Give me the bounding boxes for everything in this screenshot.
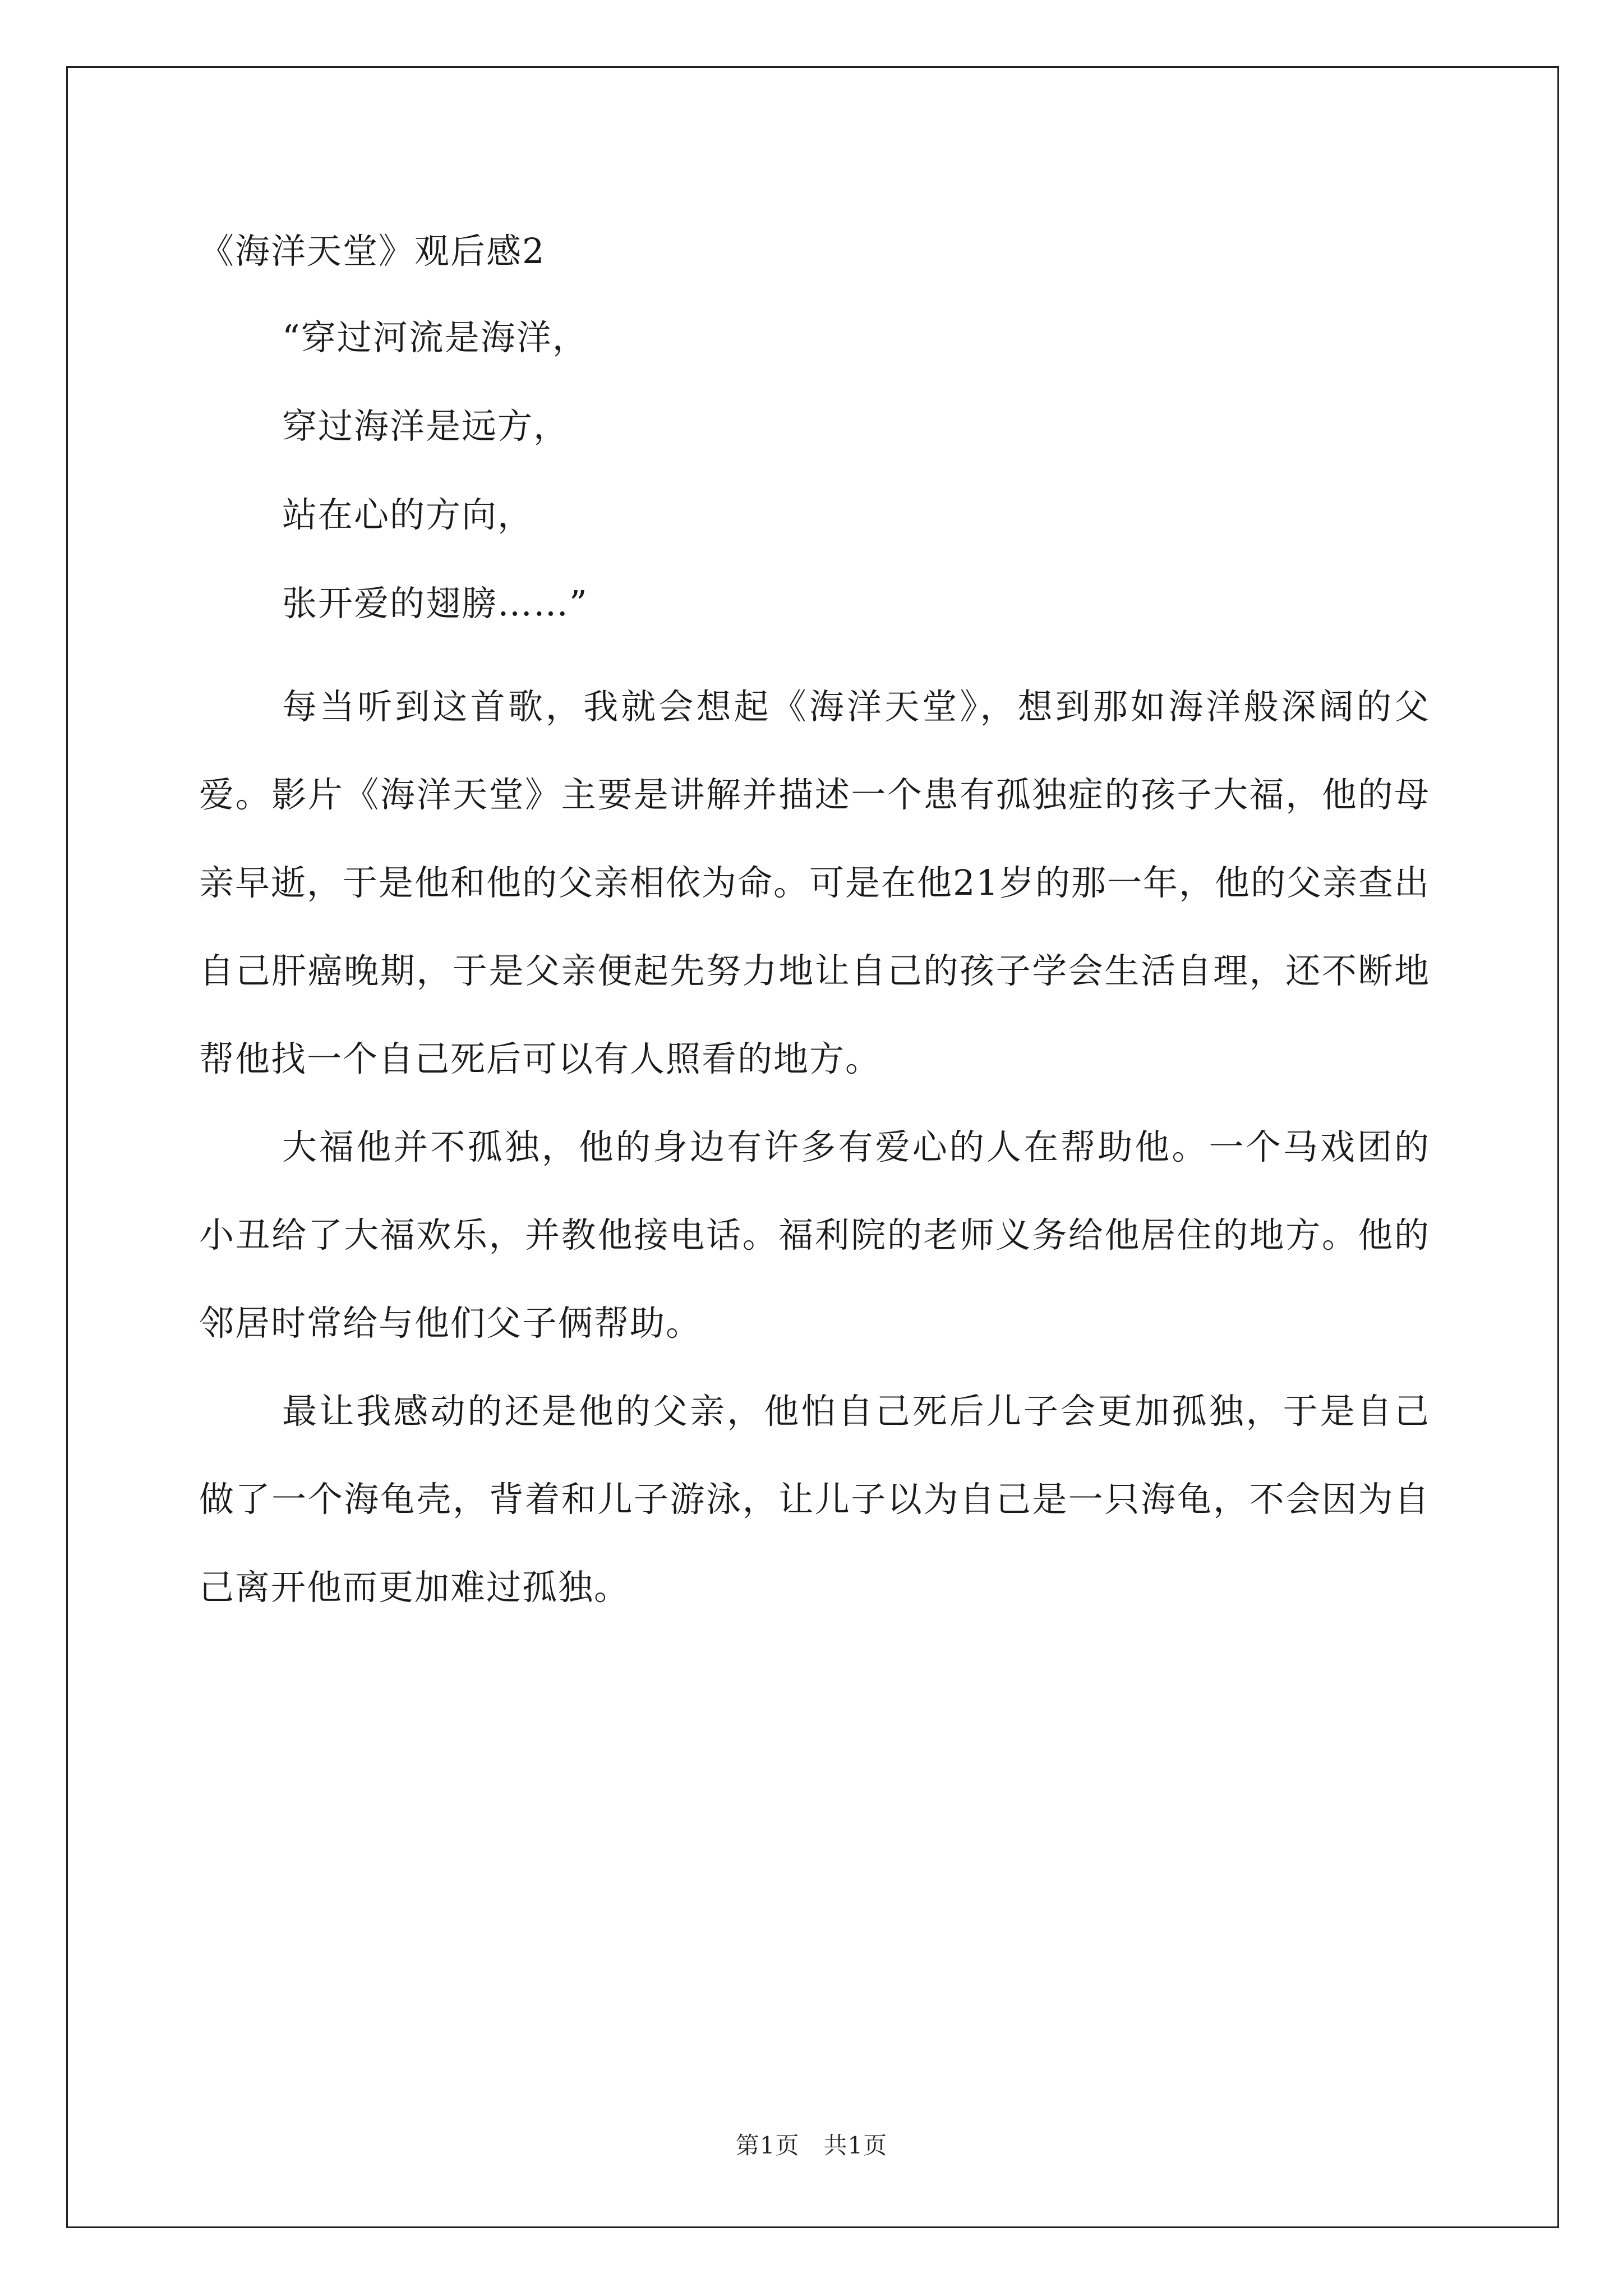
document-title: 《海洋天堂》观后感2 <box>199 231 546 272</box>
page-number-footer: 第1页 共1页 <box>735 2132 888 2159</box>
verse-line-1: “穿过河流是海洋， <box>282 317 588 358</box>
verse-line-2: 穿过海洋是远方， <box>282 406 570 447</box>
verse-line-4: 张开爱的翅膀……” <box>282 583 588 624</box>
paragraph-3: 最让我感动的还是他的父亲，他怕自己死后儿子会更加孤独，于是自己做了一个海龟壳，背着和儿子游泳，让儿子以为自己是一只海龟，不会因为自己离开他而更加难过孤独。 <box>199 1391 1430 1608</box>
paragraph-2: 大福他并不孤独，他的身边有许多有爱心的人在帮助他。一个马戏团的小丑给了大福欢乐，并教他接电话。福利院的老师义务给他居住的地方。他的邻居时常给与他们父子俩帮助。 <box>199 1126 1430 1343</box>
paragraph-1: 每当听到这首歌，我就会想起《海洋天堂》，想到那如海洋般深阔的父爱。影片《海洋天堂》主要是讲解并描述一个患有孤独症的孩子大福，他的母亲早逝，于是他和他的父亲相依为命。可是在他21岁的那一年，他的父亲查出自己肝癌晚期，于是父亲便起先努力地让自己的孩子学会生活自理，还不断地帮他找一个自己死后可以有人照看的地方。 <box>199 686 1430 1079</box>
verse-line-3: 站在心的方向， <box>282 494 534 535</box>
document-body <box>199 222 1430 1631</box>
